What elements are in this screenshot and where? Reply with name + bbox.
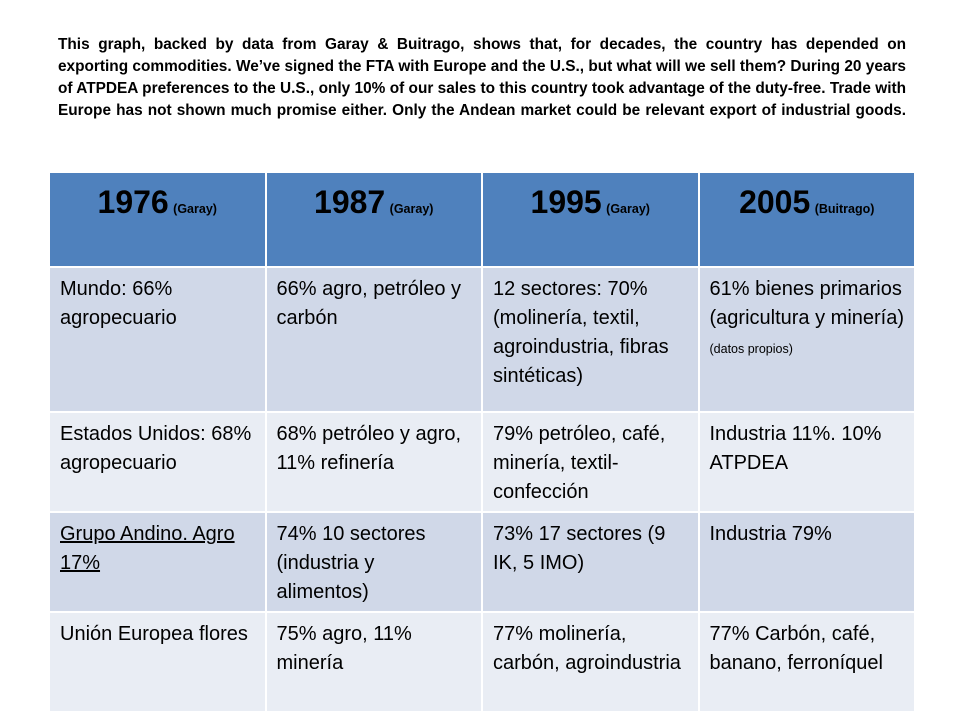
table-row-union-europea — [49, 612, 915, 712]
table-cell: 77% molinería, carbón, agroindustria — [482, 612, 699, 712]
table-cell: Industria 79% — [699, 512, 916, 612]
table-cell: 68% petróleo y agro, 11% refinería — [266, 412, 483, 512]
table-cell: Industria 11%. 10% ATPDEA — [699, 412, 916, 512]
cell-text: 61% bienes primarios (agricultura y minería) — [709, 278, 905, 329]
table-cell: Mundo: 66% agropecuario — [49, 267, 266, 412]
header-1976 — [49, 172, 266, 267]
header-source: (Garay) — [389, 202, 434, 216]
header-year: 1976 — [97, 184, 169, 220]
grupo-andino-link[interactable]: Grupo Andino. Agro 17% — [60, 523, 235, 574]
header-2005 — [699, 172, 916, 267]
header-year: 1987 — [314, 184, 386, 220]
cell-note: (datos propios) — [709, 342, 793, 356]
table-cell: 73% 17 sectores (9 IK, 5 IMO) — [482, 512, 699, 612]
table-cell: 75% agro, 11% minería — [266, 612, 483, 712]
header-year: 1995 — [530, 184, 602, 220]
table-cell — [699, 267, 916, 412]
header-source: (Buitrago) — [814, 202, 875, 216]
table-cell: Unión Europea flores — [49, 612, 266, 712]
intro-paragraph: This graph, backed by data from Garay & Buitrago, shows that, for decades, the country has depended on exporting commodities. We’ve signed the FTA with Europe and the U.S., but what will we sell them? During 20 years of ATPDEA preferences to the U.S., only 10% of our sales to this country took advantage of the duty-free. Trade with Europe has not shown much promise either. Only the Andean market could be relevant export of industrial goods. — [58, 36, 906, 119]
table-cell — [49, 512, 266, 612]
table-cell: Estados Unidos: 68% agropecuario — [49, 412, 266, 512]
header-source: (Garay) — [173, 202, 217, 216]
header-source: (Garay) — [606, 202, 650, 216]
table-cell: 66% agro, petróleo y carbón — [266, 267, 483, 412]
table-header-row — [49, 172, 915, 267]
table-cell: 79% petróleo, café, minería, textil-confección — [482, 412, 699, 512]
table-cell: 74% 10 sectores (industria y alimentos) — [266, 512, 483, 612]
header-1995 — [482, 172, 699, 267]
export-composition-table — [48, 171, 916, 713]
table-row-mundo — [49, 267, 915, 412]
table-cell: 77% Carbón, café, banano, ferroníquel — [699, 612, 916, 712]
table-row-estados-unidos — [49, 412, 915, 512]
header-year: 2005 — [739, 184, 811, 220]
table-row-grupo-andino — [49, 512, 915, 612]
header-1987 — [266, 172, 483, 267]
table-cell: 12 sectores: 70% (molinería, textil, agroindustria, fibras sintéticas) — [482, 267, 699, 412]
